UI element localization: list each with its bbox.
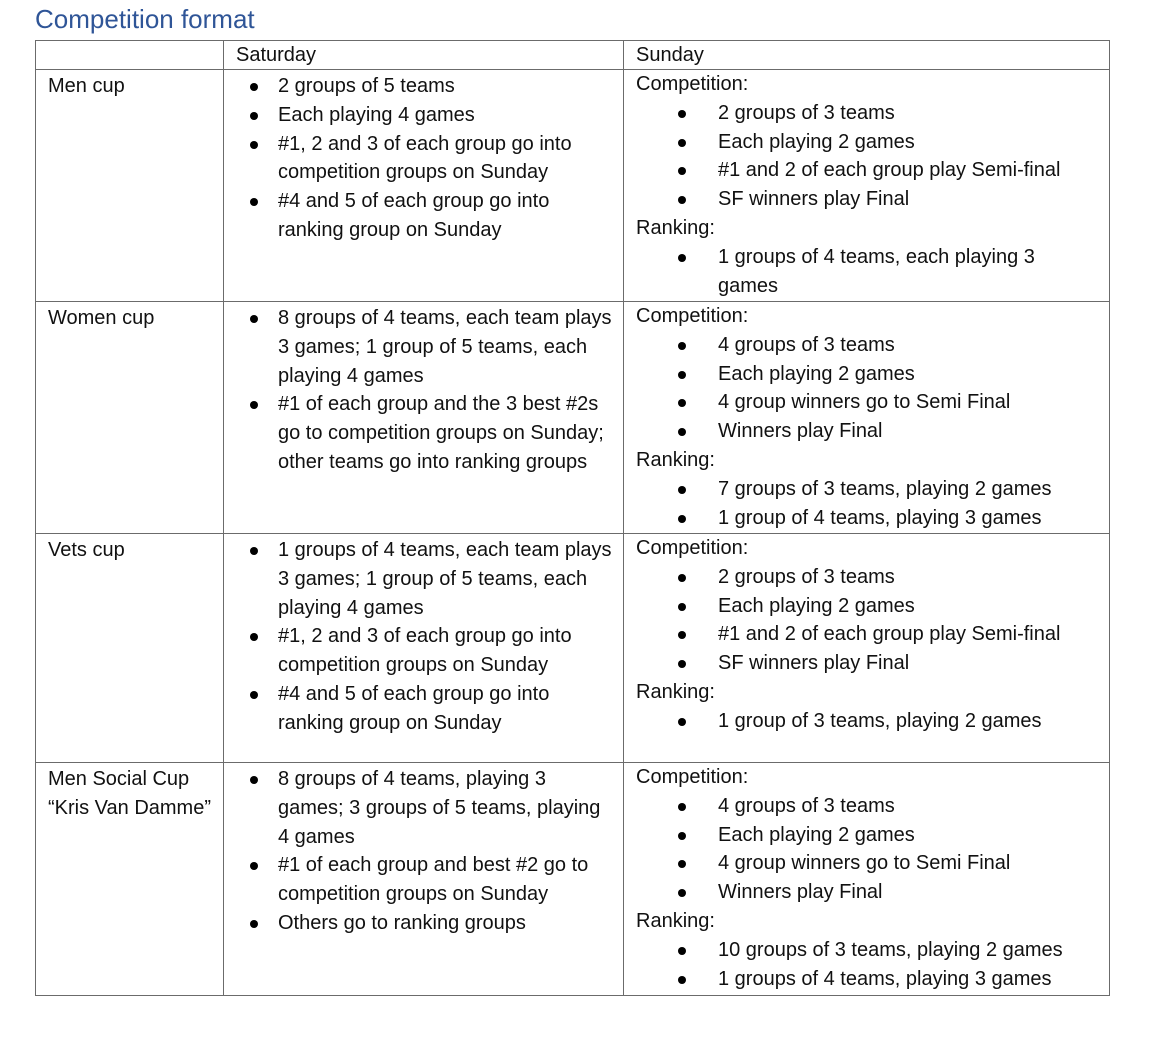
list-item: #1 of each group and the 3 best #2s go to competition groups on Sunday; other teams go into ranking groups [278, 390, 613, 476]
list-item: 10 groups of 3 teams, playing 2 games [718, 936, 1099, 965]
saturday-cell [224, 302, 624, 534]
list-item: Winners play Final [718, 417, 1099, 446]
list-item: Each playing 4 games [278, 101, 613, 130]
saturday-list [236, 765, 613, 938]
list-item: #1, 2 and 3 of each group go into competition groups on Sunday [278, 130, 613, 188]
competition-label: Competition: [636, 305, 749, 327]
list-item: #1 of each group and best #2 go to competition groups on Sunday [278, 851, 613, 909]
list-item: Each playing 2 games [718, 821, 1099, 850]
list-item: #4 and 5 of each group go into ranking group on Sunday [278, 187, 613, 245]
page-title: Competition format [35, 4, 255, 34]
list-item: 2 groups of 3 teams [718, 99, 1099, 128]
competition-label: Competition: [636, 73, 749, 95]
list-item: SF winners play Final [718, 649, 1099, 678]
header-cell-blank [36, 41, 224, 70]
list-item: #1 and 2 of each group play Semi-final [718, 620, 1099, 649]
sunday-cell [624, 302, 1110, 534]
list-item: 1 groups of 4 teams, playing 3 games [718, 965, 1099, 994]
list-item: 2 groups of 3 teams [718, 563, 1099, 592]
table-row-men-cup [36, 70, 1110, 302]
list-item: #1 and 2 of each group play Semi-final [718, 156, 1099, 185]
saturday-cell [224, 534, 624, 763]
ranking-list [636, 475, 1099, 533]
ranking-label: Ranking: [636, 680, 715, 703]
list-item: 1 group of 3 teams, playing 2 games [718, 707, 1099, 736]
competition-label: Competition: [636, 537, 749, 559]
ranking-label: Ranking: [636, 448, 715, 471]
list-item: 1 groups of 4 teams, each playing 3 games [718, 243, 1099, 301]
ranking-list [636, 936, 1099, 994]
cup-name-cell: Men cup [36, 70, 224, 302]
header-cell-sunday: Sunday [624, 41, 1110, 70]
saturday-list [236, 304, 613, 477]
cup-name-cell: Women cup [36, 302, 224, 534]
table-row-vets-cup [36, 534, 1110, 763]
list-item: 1 groups of 4 teams, each team plays 3 games; 1 group of 5 teams, each playing 4 games [278, 536, 613, 622]
cup-name-cell: Vets cup [36, 534, 224, 763]
table-row-women-cup [36, 302, 1110, 534]
table-row-men-social-cup [36, 763, 1110, 996]
ranking-list [636, 707, 1099, 736]
competition-list [636, 99, 1099, 214]
saturday-list [236, 536, 613, 738]
list-item: Each playing 2 games [718, 360, 1099, 389]
list-item: 4 group winners go to Semi Final [718, 849, 1099, 878]
list-item: Each playing 2 games [718, 592, 1099, 621]
competition-format-table [35, 40, 1110, 996]
ranking-list [636, 243, 1099, 301]
list-item: 8 groups of 4 teams, each team plays 3 games; 1 group of 5 teams, each playing 4 games [278, 304, 613, 390]
ranking-label: Ranking: [636, 216, 715, 239]
saturday-cell [224, 763, 624, 996]
list-item: Winners play Final [718, 878, 1099, 907]
competition-list [636, 331, 1099, 446]
list-item: 4 groups of 3 teams [718, 792, 1099, 821]
list-item: #1, 2 and 3 of each group go into competition groups on Sunday [278, 622, 613, 680]
list-item: 2 groups of 5 teams [278, 72, 613, 101]
list-item: 7 groups of 3 teams, playing 2 games [718, 475, 1099, 504]
ranking-label: Ranking: [636, 909, 715, 932]
competition-list [636, 563, 1099, 678]
sunday-cell [624, 763, 1110, 996]
sunday-cell [624, 70, 1110, 302]
competition-label: Competition: [636, 766, 749, 788]
saturday-cell [224, 70, 624, 302]
list-item: 1 group of 4 teams, playing 3 games [718, 504, 1099, 533]
list-item: 8 groups of 4 teams, playing 3 games; 3 groups of 5 teams, playing 4 games [278, 765, 613, 851]
competition-list [636, 792, 1099, 907]
table-header-row [36, 41, 1110, 70]
list-item: 4 groups of 3 teams [718, 331, 1099, 360]
list-item: Others go to ranking groups [278, 909, 613, 938]
list-item: #4 and 5 of each group go into ranking group on Sunday [278, 680, 613, 738]
cup-name-cell: Men Social Cup “Kris Van Damme” [36, 763, 224, 996]
list-item: Each playing 2 games [718, 128, 1099, 157]
list-item: SF winners play Final [718, 185, 1099, 214]
header-cell-saturday: Saturday [224, 41, 624, 70]
list-item: 4 group winners go to Semi Final [718, 388, 1099, 417]
sunday-cell [624, 534, 1110, 763]
saturday-list [236, 72, 613, 245]
